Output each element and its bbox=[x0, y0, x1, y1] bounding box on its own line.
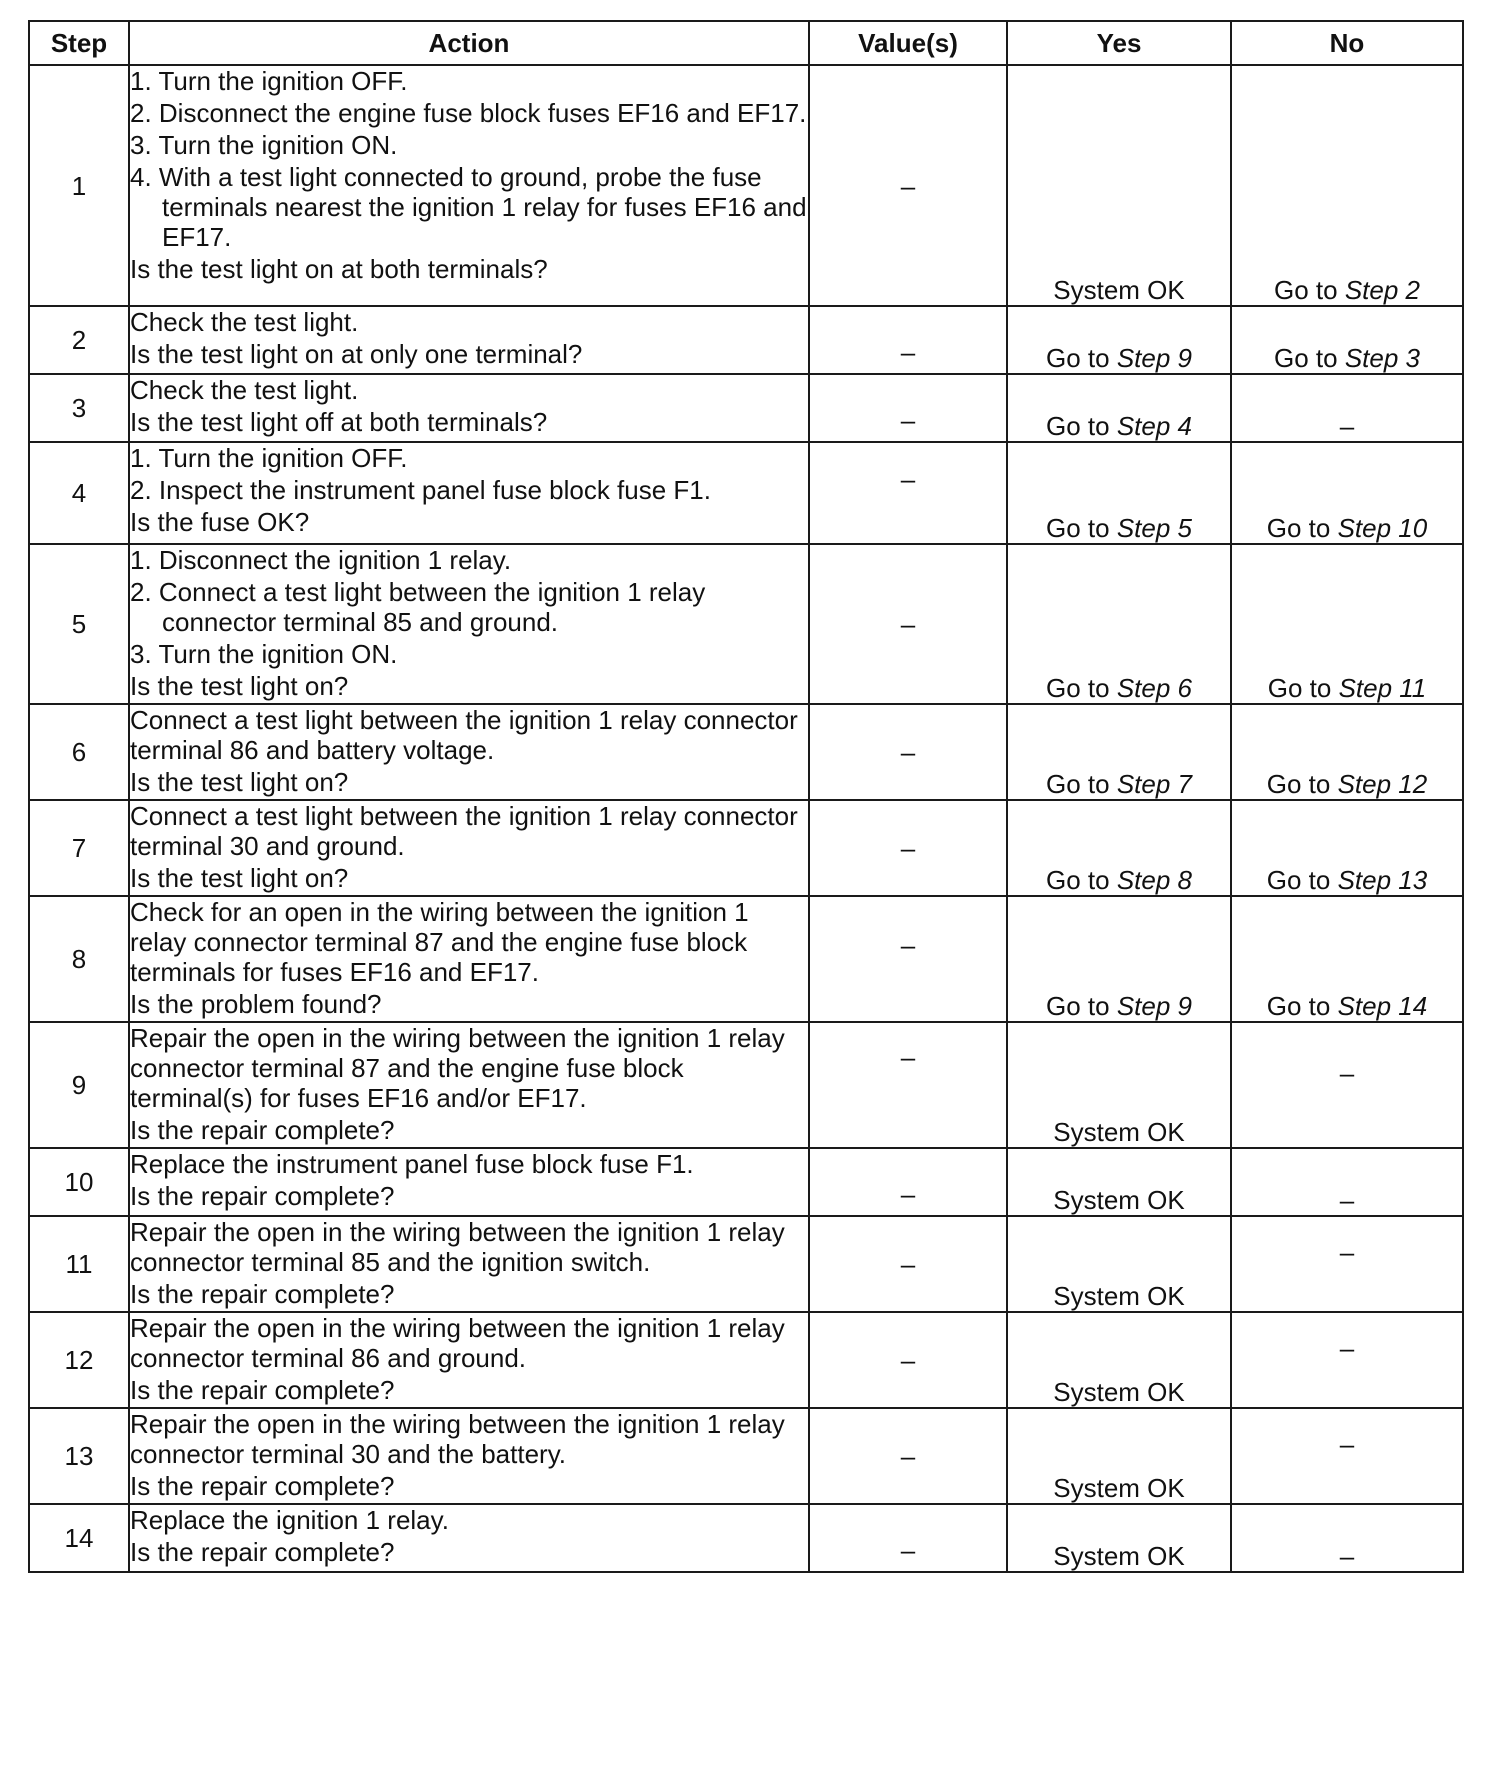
dash-text: – bbox=[1339, 1429, 1355, 1459]
table-row bbox=[29, 704, 1463, 800]
header-yes: Yes bbox=[1007, 21, 1231, 65]
step-reference: Step 4 bbox=[1116, 411, 1192, 441]
step-number: 4 bbox=[29, 442, 129, 544]
no-outcome bbox=[1231, 442, 1463, 544]
value-text: – bbox=[900, 1535, 916, 1565]
yes-outcome bbox=[1007, 1022, 1231, 1148]
system-ok-text: System OK bbox=[1053, 1185, 1185, 1215]
action-line: Is the test light on? bbox=[130, 671, 349, 701]
action-line: Is the repair complete? bbox=[130, 1471, 395, 1501]
value-cell bbox=[809, 1504, 1007, 1572]
step-reference: Step 13 bbox=[1337, 865, 1428, 895]
step-number: 6 bbox=[29, 704, 129, 800]
no-outcome bbox=[1231, 1148, 1463, 1216]
step-number: 10 bbox=[29, 1148, 129, 1216]
action-line: Replace the instrument panel fuse block fuse F1. bbox=[130, 1149, 694, 1179]
value-text: – bbox=[900, 1042, 916, 1072]
value-text: – bbox=[900, 833, 916, 863]
goto-prefix: Go to bbox=[1046, 343, 1110, 373]
yes-outcome bbox=[1007, 1148, 1231, 1216]
action-cell bbox=[129, 544, 809, 704]
action-cell bbox=[129, 1022, 809, 1148]
goto-prefix: Go to bbox=[1046, 673, 1110, 703]
goto-prefix: Go to bbox=[1266, 991, 1331, 1021]
yes-outcome bbox=[1007, 896, 1231, 1022]
goto-prefix: Go to bbox=[1046, 865, 1110, 895]
value-cell bbox=[809, 1216, 1007, 1312]
action-cell bbox=[129, 896, 809, 1022]
action-line: 2. Connect a test light between the ignition 1 relay connector terminal 85 and ground. bbox=[130, 577, 706, 637]
value-cell bbox=[809, 374, 1007, 442]
goto-prefix: Go to bbox=[1046, 991, 1110, 1021]
header-action: Action bbox=[129, 21, 809, 65]
step-number: 9 bbox=[29, 1022, 129, 1148]
step-number: 7 bbox=[29, 800, 129, 896]
value-cell bbox=[809, 442, 1007, 544]
action-line: Check for an open in the wiring between the ignition 1 relay connector terminal 87 and the engine fuse block terminals for fuses EF16 and EF17. bbox=[130, 897, 749, 987]
yes-outcome bbox=[1007, 306, 1231, 374]
table-row bbox=[29, 1216, 1463, 1312]
action-line: Is the test light off at both terminals? bbox=[130, 407, 548, 437]
action-line: 2. Inspect the instrument panel fuse block fuse F1. bbox=[130, 475, 711, 505]
step-reference: Step 12 bbox=[1337, 769, 1428, 799]
dash-text: – bbox=[1339, 1333, 1355, 1363]
no-outcome bbox=[1231, 800, 1463, 896]
action-line: 4. With a test light connected to ground, probe the fuse terminals nearest the ignition 1 relay for fuses EF16 and EF17. bbox=[130, 162, 807, 252]
action-line: 1. Turn the ignition OFF. bbox=[130, 443, 408, 473]
step-reference: Step 6 bbox=[1116, 673, 1192, 703]
no-outcome bbox=[1231, 1022, 1463, 1148]
no-outcome bbox=[1231, 544, 1463, 704]
action-cell bbox=[129, 442, 809, 544]
header-no: No bbox=[1231, 21, 1463, 65]
table-row bbox=[29, 374, 1463, 442]
no-outcome bbox=[1231, 374, 1463, 442]
yes-outcome bbox=[1007, 544, 1231, 704]
action-line: Connect a test light between the ignition 1 relay connector terminal 86 and battery voltage. bbox=[130, 705, 798, 765]
value-cell bbox=[809, 544, 1007, 704]
action-line: Replace the ignition 1 relay. bbox=[130, 1505, 449, 1535]
action-line: Is the problem found? bbox=[130, 989, 382, 1019]
value-text: – bbox=[900, 930, 916, 960]
table-row bbox=[29, 65, 1463, 306]
system-ok-text: System OK bbox=[1053, 275, 1185, 305]
table-row bbox=[29, 544, 1463, 704]
action-line: Is the fuse OK? bbox=[130, 507, 310, 537]
yes-outcome bbox=[1007, 442, 1231, 544]
goto-prefix: Go to bbox=[1274, 343, 1338, 373]
dash-text: – bbox=[1339, 1058, 1355, 1088]
action-line: Repair the open in the wiring between the ignition 1 relay connector terminal 87 and the engine fuse block terminal(s) for fuses EF16 and/or EF17. bbox=[130, 1023, 785, 1113]
step-number: 5 bbox=[29, 544, 129, 704]
yes-outcome bbox=[1007, 1504, 1231, 1572]
step-number: 12 bbox=[29, 1312, 129, 1408]
value-cell bbox=[809, 800, 1007, 896]
yes-outcome bbox=[1007, 1216, 1231, 1312]
action-line: 2. Disconnect the engine fuse block fuses EF16 and EF17. bbox=[130, 98, 807, 128]
step-reference: Step 14 bbox=[1337, 991, 1428, 1021]
action-line: Is the test light on at both terminals? bbox=[130, 254, 548, 284]
value-cell bbox=[809, 65, 1007, 306]
system-ok-text: System OK bbox=[1053, 1377, 1185, 1407]
system-ok-text: System OK bbox=[1053, 1473, 1185, 1503]
step-reference: Step 3 bbox=[1344, 343, 1420, 373]
value-cell bbox=[809, 1312, 1007, 1408]
table-row bbox=[29, 306, 1463, 374]
goto-prefix: Go to bbox=[1267, 673, 1332, 703]
step-reference: Step 9 bbox=[1116, 991, 1192, 1021]
action-line: 3. Turn the ignition ON. bbox=[130, 130, 398, 160]
value-text: – bbox=[900, 737, 916, 767]
value-text: – bbox=[900, 464, 916, 494]
value-text: – bbox=[900, 1441, 916, 1471]
header-step: Step bbox=[29, 21, 129, 65]
table-row bbox=[29, 1408, 1463, 1504]
table-row bbox=[29, 1504, 1463, 1572]
no-outcome bbox=[1231, 306, 1463, 374]
no-outcome bbox=[1231, 896, 1463, 1022]
action-line: Check the test light. bbox=[130, 307, 359, 337]
step-reference: Step 10 bbox=[1337, 513, 1428, 543]
value-text: – bbox=[900, 609, 916, 639]
value-text: – bbox=[900, 1179, 916, 1209]
action-line: Repair the open in the wiring between the ignition 1 relay connector terminal 86 and ground. bbox=[130, 1313, 785, 1373]
step-number: 2 bbox=[29, 306, 129, 374]
yes-outcome bbox=[1007, 65, 1231, 306]
step-reference: Step 9 bbox=[1116, 343, 1192, 373]
step-reference: Step 11 bbox=[1338, 673, 1427, 703]
table-row bbox=[29, 1148, 1463, 1216]
table-row bbox=[29, 1312, 1463, 1408]
action-cell bbox=[129, 1148, 809, 1216]
table-row bbox=[29, 896, 1463, 1022]
goto-prefix: Go to bbox=[1266, 865, 1331, 895]
yes-outcome bbox=[1007, 1312, 1231, 1408]
action-line: Is the test light on at only one terminal? bbox=[130, 339, 583, 369]
action-cell bbox=[129, 65, 809, 306]
system-ok-text: System OK bbox=[1053, 1117, 1185, 1147]
action-line: Is the test light on? bbox=[130, 767, 349, 797]
diagnostic-table bbox=[28, 20, 1464, 1573]
action-line: Is the repair complete? bbox=[130, 1537, 395, 1567]
value-text: – bbox=[900, 337, 916, 367]
header-values: Value(s) bbox=[809, 21, 1007, 65]
goto-prefix: Go to bbox=[1046, 411, 1110, 441]
value-cell bbox=[809, 1022, 1007, 1148]
yes-outcome bbox=[1007, 374, 1231, 442]
step-number: 11 bbox=[29, 1216, 129, 1312]
yes-outcome bbox=[1007, 800, 1231, 896]
action-line: 1. Turn the ignition OFF. bbox=[130, 66, 408, 96]
step-number: 13 bbox=[29, 1408, 129, 1504]
value-cell bbox=[809, 1408, 1007, 1504]
step-number: 1 bbox=[29, 65, 129, 306]
goto-prefix: Go to bbox=[1274, 275, 1338, 305]
action-cell bbox=[129, 306, 809, 374]
goto-prefix: Go to bbox=[1266, 513, 1331, 543]
action-cell bbox=[129, 800, 809, 896]
value-cell bbox=[809, 306, 1007, 374]
action-line: Is the repair complete? bbox=[130, 1375, 395, 1405]
action-cell bbox=[129, 1312, 809, 1408]
value-text: – bbox=[900, 170, 916, 201]
action-line: Repair the open in the wiring between the ignition 1 relay connector terminal 85 and the ignition switch. bbox=[130, 1217, 785, 1277]
table-body bbox=[29, 65, 1463, 1572]
no-outcome bbox=[1231, 704, 1463, 800]
action-cell bbox=[129, 374, 809, 442]
table-row bbox=[29, 1022, 1463, 1148]
action-line: Is the repair complete? bbox=[130, 1181, 395, 1211]
action-cell bbox=[129, 704, 809, 800]
action-cell bbox=[129, 1504, 809, 1572]
value-text: – bbox=[900, 1345, 916, 1375]
goto-prefix: Go to bbox=[1046, 513, 1110, 543]
yes-outcome bbox=[1007, 1408, 1231, 1504]
action-line: 3. Turn the ignition ON. bbox=[130, 639, 398, 669]
value-cell bbox=[809, 896, 1007, 1022]
step-number: 3 bbox=[29, 374, 129, 442]
system-ok-text: System OK bbox=[1053, 1281, 1185, 1311]
action-line: 1. Disconnect the ignition 1 relay. bbox=[130, 545, 512, 575]
dash-text: – bbox=[1339, 1237, 1355, 1267]
step-reference: Step 5 bbox=[1116, 513, 1192, 543]
action-line: Connect a test light between the ignition 1 relay connector terminal 30 and ground. bbox=[130, 801, 798, 861]
action-line: Is the repair complete? bbox=[130, 1115, 395, 1145]
action-line: Is the test light on? bbox=[130, 863, 349, 893]
step-number: 8 bbox=[29, 896, 129, 1022]
no-outcome bbox=[1231, 1312, 1463, 1408]
system-ok-text: System OK bbox=[1053, 1541, 1185, 1571]
value-text: – bbox=[900, 405, 916, 435]
table-row bbox=[29, 442, 1463, 544]
dash-text: – bbox=[1339, 1541, 1355, 1571]
action-cell bbox=[129, 1216, 809, 1312]
action-line: Repair the open in the wiring between the ignition 1 relay connector terminal 30 and the battery. bbox=[130, 1409, 785, 1469]
yes-outcome bbox=[1007, 704, 1231, 800]
value-cell bbox=[809, 1148, 1007, 1216]
value-cell bbox=[809, 704, 1007, 800]
goto-prefix: Go to bbox=[1266, 769, 1331, 799]
goto-prefix: Go to bbox=[1046, 769, 1110, 799]
no-outcome bbox=[1231, 1216, 1463, 1312]
no-outcome bbox=[1231, 1408, 1463, 1504]
step-reference: Step 8 bbox=[1116, 865, 1192, 895]
step-number: 14 bbox=[29, 1504, 129, 1572]
dash-text: – bbox=[1339, 1185, 1355, 1215]
action-line: Is the repair complete? bbox=[130, 1279, 395, 1309]
no-outcome bbox=[1231, 65, 1463, 306]
step-reference: Step 7 bbox=[1116, 769, 1192, 799]
table-row bbox=[29, 800, 1463, 896]
no-outcome bbox=[1231, 1504, 1463, 1572]
step-reference: Step 2 bbox=[1344, 275, 1420, 305]
header-row bbox=[29, 21, 1463, 65]
action-cell bbox=[129, 1408, 809, 1504]
action-line: Check the test light. bbox=[130, 375, 359, 405]
dash-text: – bbox=[1339, 411, 1355, 441]
value-text: – bbox=[900, 1249, 916, 1279]
